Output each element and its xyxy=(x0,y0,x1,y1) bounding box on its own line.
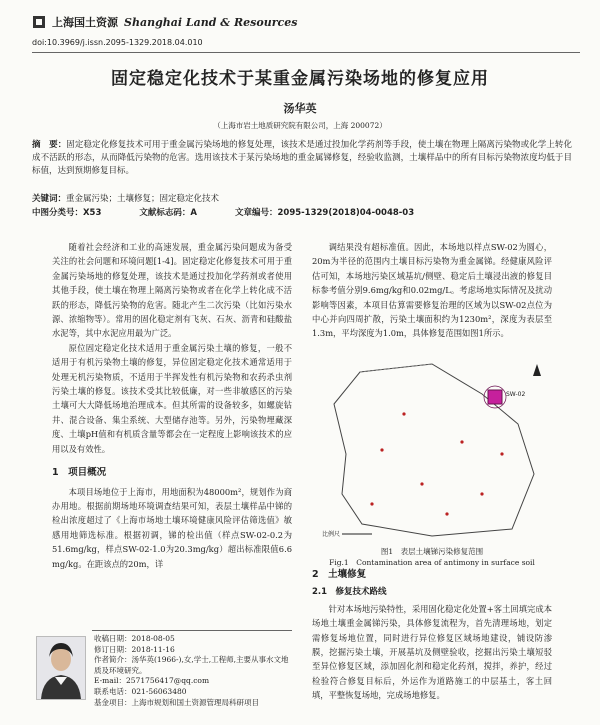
journal-name-cn: 上海国土资源 xyxy=(52,16,118,29)
abstract-label: 摘 要： xyxy=(32,140,67,150)
fund-project: 基金项目：上海市规划和国土资源管理局科研项目 xyxy=(94,697,259,707)
abstract xyxy=(32,139,572,178)
journal-name-en: Shanghai Land & Resources xyxy=(124,15,298,29)
section-2-1-heading: 2.1 修复技术路线 xyxy=(312,587,387,598)
north-arrow-icon xyxy=(533,364,541,376)
sample-points xyxy=(370,412,503,515)
author-email[interactable]: E-mail：2571756417@qq.com xyxy=(94,676,210,686)
author-photo xyxy=(36,636,86,700)
left-column xyxy=(52,240,292,571)
remediation-area-marker xyxy=(488,390,502,404)
figure-caption-cn: 图1 表层土壤锑污染修复范围 xyxy=(380,547,484,556)
section-2-heading: 2 土壤修复 xyxy=(312,569,367,580)
author-avatar-icon xyxy=(37,637,85,699)
article-number: 文章编号：2095-1329(2018)04-0048-03 xyxy=(234,208,415,218)
classification-meta xyxy=(32,206,577,218)
keywords xyxy=(32,192,219,204)
section-1-heading: 1 项目概况 xyxy=(52,467,107,479)
site-boundary xyxy=(334,364,534,536)
intro-paragraph-2: 原位固定稳定化技术适用于重金属污染土壤的修复，一般不适用于有机污染物土壤的修复，异位固定稳定化技术通常适用于处理无机污染物质，不适用于半挥发性有机污染物和农药杀虫剂污染土壤的修复。该技术受其比较低廉，对一些非敏感区的污染土壤可大大降低场地治理成本。但其所需的设备较多，如螺旋钻井、混合设备、集尘系统、大型储存池等。另外，污染物埋藏深度、土壤pH值和有机质含量等都会在一定程度上影响该技术的应用以及有效性。 xyxy=(52,342,292,454)
clc-number: 中图分类号：X53 xyxy=(32,208,102,218)
section-2-1-paragraph: 针对本场地污染特性，采用固化稳定化处置+客土回填完成本场地土壤重金属锑污染，具体修复流程为，首先清理场地，划定需修复场地位置，同时进行异位修复区域场地建设，铺设防渗膜，挖掘污染土壤，开展基坑及侧壁验收，挖掘出污染土壤短驳至异位修复区域，添加固化剂和稳定化药剂，搅拌，养护，经过检验符合修复目标后，外运作为道路施工的中层基土，客土回填，平整恢复场地，完成场地修复。 xyxy=(312,603,552,701)
keywords-label: 关键词： xyxy=(32,194,67,204)
author-bio: 作者简介：汤华英(1966-),女,学士,工程师,主要从事水文地质及环境研究。 xyxy=(94,655,289,675)
contamination-map-figure xyxy=(312,354,552,544)
right-column xyxy=(312,240,552,341)
sample-label-sw02: SW-02 xyxy=(506,391,526,398)
received-date: 收稿日期：2018-08-05 xyxy=(94,634,175,643)
author-name: 汤华英 xyxy=(283,102,317,115)
journal-logo-icon xyxy=(32,15,46,29)
right-paragraph-1: 调结果没有超标准值。因此，本场地以样点SW-02为圆心，20m为半径的范围内土壤目标污染物为重金属锑。经健康风险评估可知，本场地污染区域基坑/侧壁、稳定后土壤浸出液的修复目标参考值分别9.6mg/kg和0.02mg/L。考虑场地实际情况及扰动影响等因素，本项目估算需要修复治理的区域为以SW-02点位为中心并向四周扩散，污染土壤面积约为1230m²，深度为表层至1.3m，平均深度为1.0m，具体修复范围如图1所示。 xyxy=(312,242,552,339)
footnote xyxy=(94,634,294,708)
intro-paragraph-1: 随着社会经济和工业的高速发展，重金属污染问题成为备受关注的社会问题和环境问题[1-4]。固定稳定化修复技术可用于重金属污染场地的修复处理，该技术是通过投加化学药剂或者使用其他手段，使土壤在物理上隔离污染物或者在化学上转化成不活跃的形态，降低污染物的危害。随北产生二次污染（比如污染水源、浓缩物等）。常用的固化稳定剂有飞灰、石灰、沥青和硅酸盐水泥等，其中水泥应用最为广泛。 xyxy=(52,242,292,339)
right-column-lower xyxy=(312,568,552,703)
footnote-divider xyxy=(92,630,292,631)
revised-date: 修订日期：2018-11-16 xyxy=(94,644,175,654)
figure-caption xyxy=(312,546,552,568)
journal-header xyxy=(32,14,297,30)
abstract-text: 固定稳定化修复技术可用于重金属污染场地的修复处理，该技术是通过投加化学药剂等手段，使土壤在物理上隔离污染物或化学上转化成不活跃的形态，从而降低污染物的危害。选用该技术于某污染场地的重金属锑修复，经验收监测，土壤样品中的所有目标污染物浓度均低于目标值，达到预期修复目标。 xyxy=(32,140,572,176)
section-1-paragraph: 本项目场地位于上海市，用地面积为48000m²，规划作为商办用地。根据前期场地环境调查结果可知，表层土壤样品中锑的检出浓度超过了《上海市场地土壤环境健康风险评估筛选值》敏感用地筛选标准。根据初调，锑的检出值（样点SW-02-0.2为51.6mg/kg，样点SW-02-1.0为20.3mg/kg）超出标准限值6.6 mg/kg。在距该点的20m，详 xyxy=(52,486,292,569)
keywords-text: 重金属污染；土壤修复；固定稳定化技术 xyxy=(66,194,220,204)
paper-title: 固定稳定化技术于某重金属污染场地的修复应用 xyxy=(111,69,489,89)
affiliation: （上海市岩土地质研究院有限公司，上海 200072） xyxy=(213,121,387,130)
figure-caption-en: Fig.1 Contamination area of antimony in surface soil xyxy=(329,558,535,567)
doi[interactable]: doi:10.3969/j.issn.2095-1329.2018.04.010 xyxy=(32,38,203,47)
header-divider xyxy=(32,52,580,53)
scale-bar-label: 比例尺 xyxy=(322,531,341,538)
author-phone: 联系电话：021-56063480 xyxy=(94,686,187,696)
document-code: 文献标志码：A xyxy=(139,208,197,218)
